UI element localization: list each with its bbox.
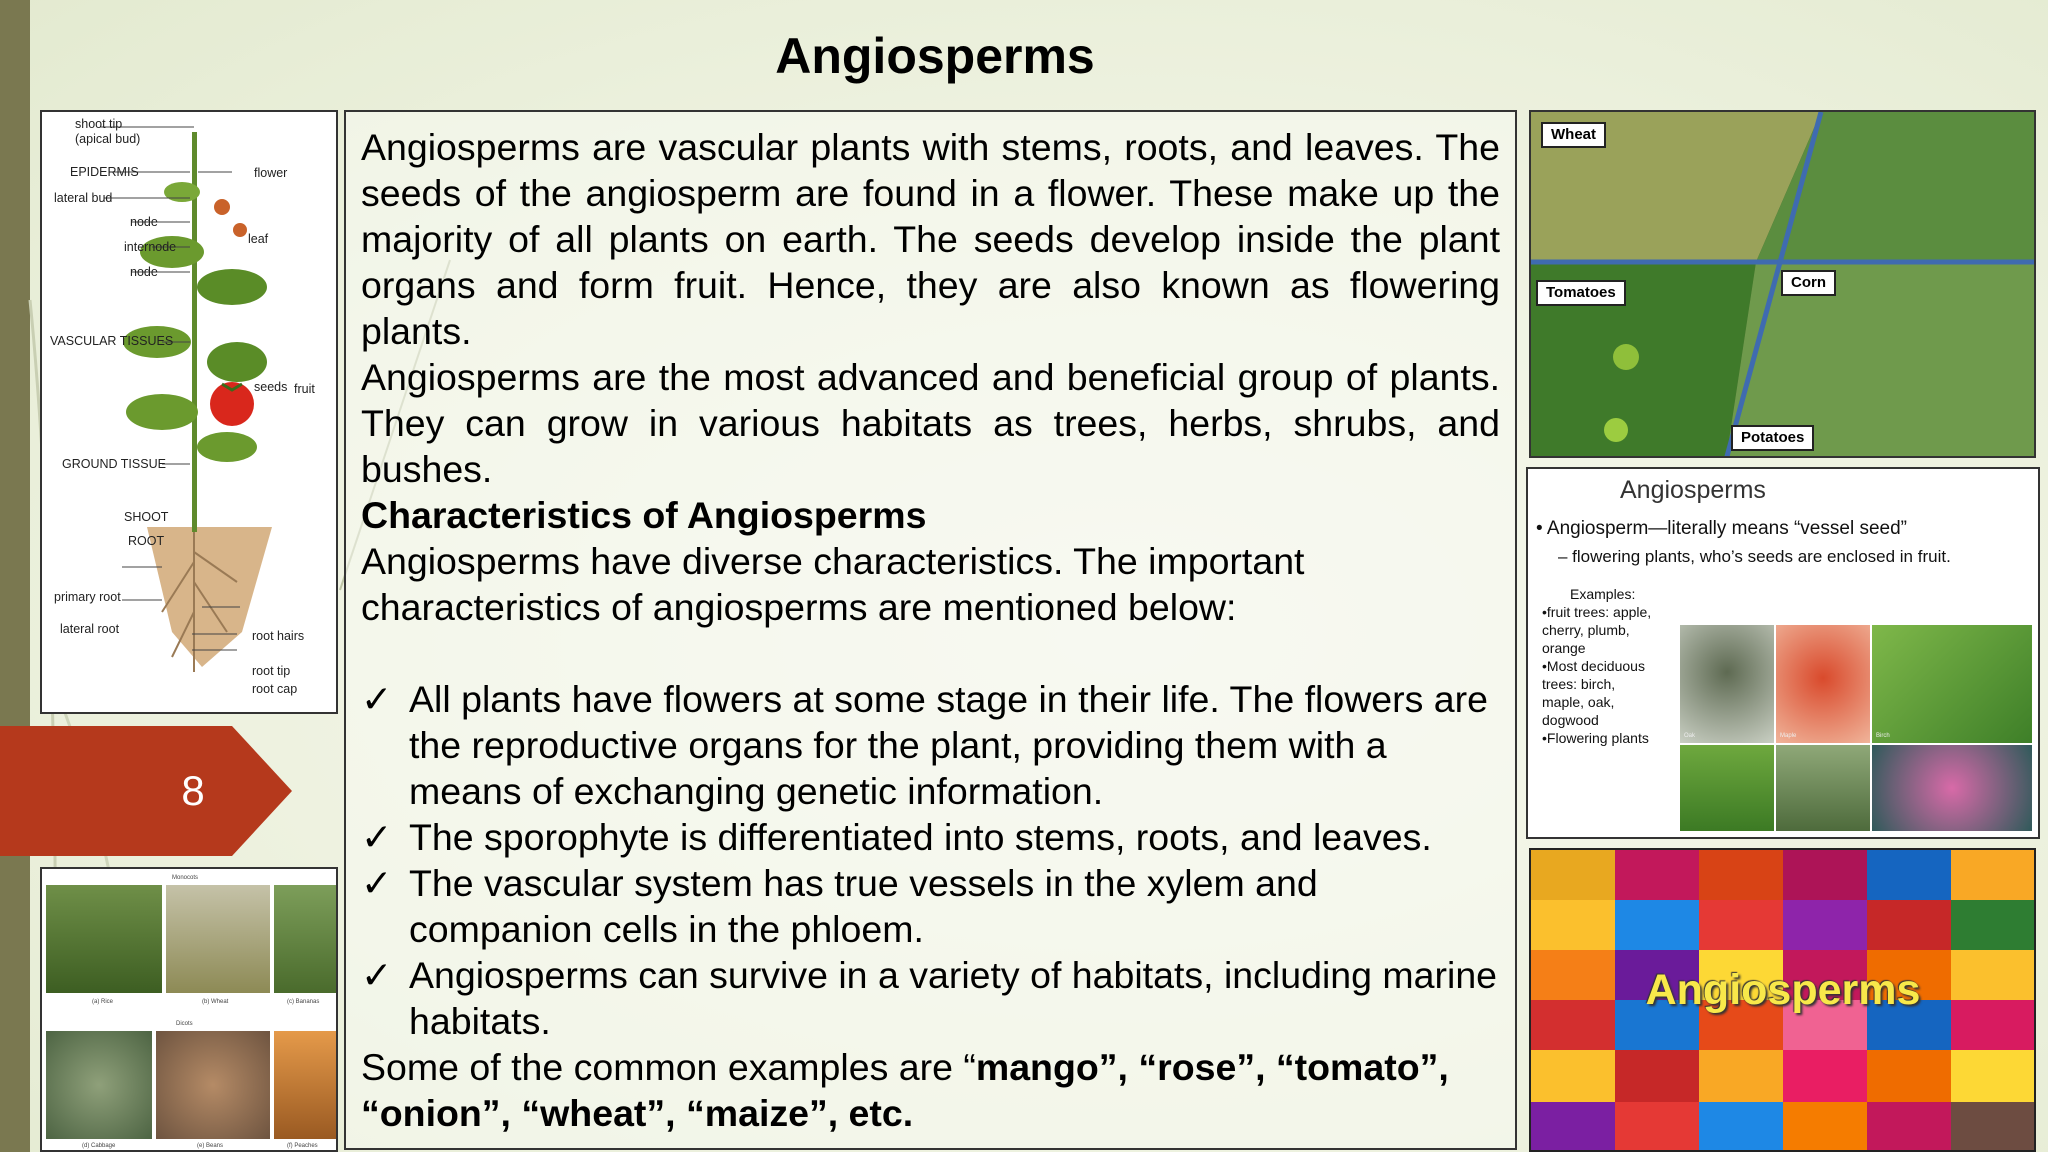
caption-rice: (a) Rice <box>92 999 114 1005</box>
checkmark-icon: ✓ <box>361 816 393 858</box>
example-line: •fruit trees: apple, <box>1542 604 1652 620</box>
info-card-subtext: – flowering plants, who’s seeds are enclosed in fruit. <box>1558 547 1951 566</box>
label-apical-bud: (apical bud) <box>75 132 141 146</box>
checkmark-icon: ✓ <box>361 678 393 720</box>
list-item <box>361 814 1500 860</box>
label-node: node <box>130 215 158 229</box>
page-number: 8 <box>181 767 205 814</box>
monocots-heading: Monocots <box>172 875 199 881</box>
label-root-tip: root tip <box>252 664 291 678</box>
example-line: cherry, plumb, <box>1542 622 1630 638</box>
caption-maple: Maple <box>1780 733 1797 739</box>
label-epidermis: EPIDERMIS <box>70 165 139 179</box>
advanced-paragraph: Angiosperms are the most advanced and beneficial group of plants. They can grow in various habitats as trees, herbs, shrubs, and bushes. <box>361 356 1500 490</box>
caption-oak: Oak <box>1684 733 1696 739</box>
cabbage-photo <box>46 1031 152 1139</box>
page-number-badge <box>0 726 292 856</box>
label-leaf: leaf <box>248 232 269 246</box>
info-card-bullet: • Angiosperm—literally means “vessel seed” <box>1536 518 1907 539</box>
list-item-text: The vascular system has true vessels in the xylem and companion cells in the phloem. <box>409 862 1318 950</box>
monocot-dicot-image <box>40 867 338 1152</box>
checkmark-icon: ✓ <box>361 954 393 996</box>
label-vascular-tissues: VASCULAR TISSUES <box>50 334 174 348</box>
label-shoot-tip: shoot tip <box>75 117 123 131</box>
label-internode: internode <box>124 240 177 254</box>
crop-label-corn: Corn <box>1781 270 1836 296</box>
list-item-text: The sporophyte is differentiated into stems, roots, and leaves. <box>409 816 1432 858</box>
rice-photo <box>46 885 162 993</box>
label-root-cap: root cap <box>252 682 298 696</box>
caption-bananas: (c) Bananas <box>287 999 320 1005</box>
slide-title: Angiosperms <box>775 28 1095 84</box>
list-item <box>361 952 1500 1044</box>
caption-birch: Birch <box>1876 733 1890 739</box>
angiosperm-info-card <box>1526 467 2040 839</box>
label-fruit: fruit <box>294 382 315 396</box>
examples-list: mango”, “rose”, “tomato”, “onion”, “wheat”, “maize”, etc. <box>361 1046 1449 1134</box>
water-lily-photo <box>1872 745 2032 831</box>
dicots-heading: Dicots <box>176 1021 193 1027</box>
list-item-text: Angiosperms can survive in a variety of habitats, including marine habitats. <box>409 954 1498 1042</box>
caption-cabbage: (d) Cabbage <box>82 1143 116 1149</box>
spacer <box>361 630 1500 676</box>
example-line: maple, oak, <box>1542 694 1615 710</box>
maple-tree-photo <box>1776 625 1870 743</box>
examples-prefix: Some of the common examples are “ <box>361 1046 976 1088</box>
flower-collage-title: Angiosperms <box>1645 966 1921 1014</box>
grass-photo <box>1680 745 1774 831</box>
shrub-photo <box>1776 745 1870 831</box>
crop-label-potatoes: Potatoes <box>1731 425 1814 451</box>
label-root: ROOT <box>128 534 165 548</box>
example-line: •Flowering plants <box>1542 730 1649 746</box>
crop-label-tomatoes: Tomatoes <box>1536 280 1626 306</box>
info-card-bullet-text: Angiosperm—literally means “vessel seed” <box>1546 518 1907 539</box>
list-item <box>361 860 1500 952</box>
label-seeds: seeds <box>254 380 288 394</box>
label-lateral-root: lateral root <box>60 622 120 636</box>
example-line: •Most deciduous <box>1542 658 1645 674</box>
oak-tree-photo <box>1680 625 1774 743</box>
caption-beans: (e) Beans <box>197 1143 224 1149</box>
characteristics-heading: Characteristics of Angiosperms <box>361 494 927 536</box>
label-node-lower: node <box>130 265 158 279</box>
caption-wheat: (b) Wheat <box>202 999 229 1005</box>
examples-heading: Examples: <box>1570 586 1636 602</box>
info-card-title: Angiosperms <box>1620 476 1766 504</box>
examples-sentence <box>361 1044 1500 1136</box>
label-root-hairs: root hairs <box>252 629 305 643</box>
label-ground-tissue: GROUND TISSUE <box>62 457 166 471</box>
caption-peaches: (f) Peaches <box>287 1143 318 1149</box>
label-lateral-bud: lateral bud <box>54 191 113 205</box>
wheat-photo <box>166 885 270 993</box>
example-line: dogwood <box>1542 712 1599 728</box>
bananas-photo <box>274 885 336 993</box>
example-line: trees: birch, <box>1542 676 1616 692</box>
list-item <box>361 676 1500 814</box>
characteristics-list <box>361 676 1500 1044</box>
label-primary-root: primary root <box>54 590 121 604</box>
beans-photo <box>156 1031 270 1139</box>
checkmark-icon: ✓ <box>361 862 393 904</box>
example-line: orange <box>1542 640 1586 656</box>
label-shoot: SHOOT <box>124 510 169 524</box>
characteristics-intro: Angiosperms have diverse characteristics. The important characteristics of angiosperms are mentioned below: <box>361 540 1305 628</box>
peaches-photo <box>274 1031 336 1139</box>
label-flower: flower <box>254 166 288 180</box>
crops-collage-image <box>1529 110 2036 458</box>
plant-structure-diagram <box>40 110 338 714</box>
intro-paragraph: Angiosperms are vascular plants with stems, roots, and leaves. The seeds of the angiosperm are found in a flower. These make up the majority of all plants on earth. The seeds develop inside the plant organs and form fruit. Hence, they are also known as flowering plants. <box>361 126 1500 352</box>
crop-label-wheat: Wheat <box>1541 122 1606 148</box>
list-item-text: All plants have flowers at some stage in their life. The flowers are the reproductive organs for the plant, providing them with a means of exchanging genetic information. <box>409 678 1488 812</box>
birch-tree-photo <box>1872 625 2032 743</box>
main-text-box <box>344 110 1517 1150</box>
